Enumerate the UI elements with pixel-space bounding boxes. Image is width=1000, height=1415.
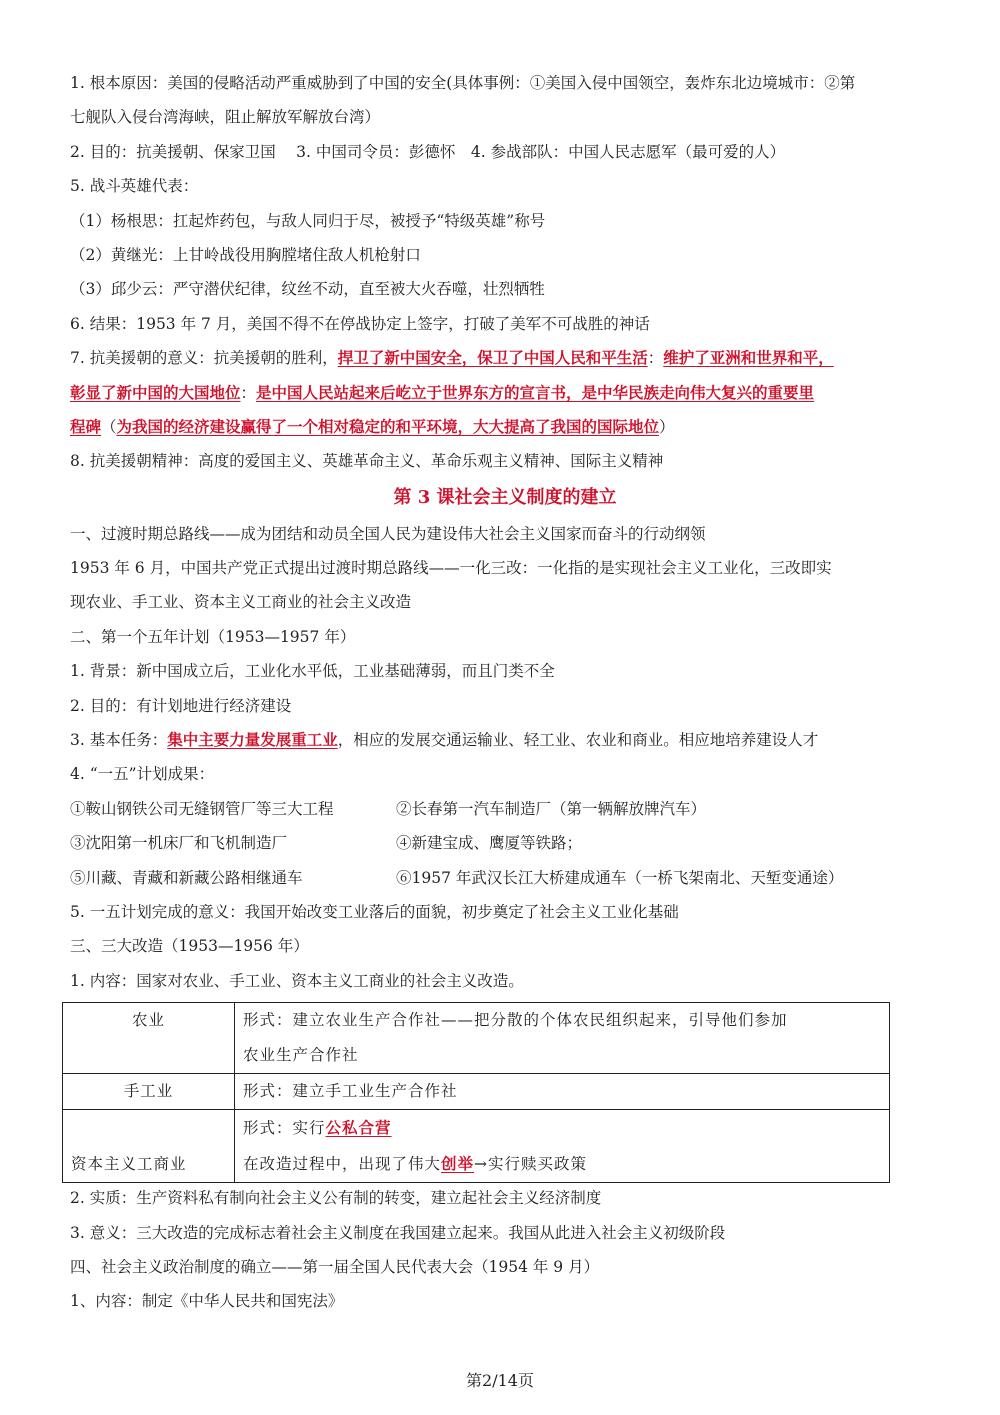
text-segment: 2. 目的：抗美援朝、保家卫国 3. 中国司令员：彭德怀 4. 参战部队：中国人民志愿军（最可爱的人） xyxy=(70,142,786,161)
text-segment: 2. 目的：有计划地进行经济建设 xyxy=(70,696,292,715)
highlighted-text: 程碑 xyxy=(70,416,102,436)
text-column-2: ④新建宝成、鹰厦等铁路； xyxy=(396,834,583,853)
text-segment: 农业生产合作社 xyxy=(243,1046,359,1065)
text-segment: 形式：建立农业生产合作社——把分散的个体农民组织起来，引导他们参加 xyxy=(243,1011,788,1030)
text-segment: （1）杨根思：扛起炸药包，与敌人同归于尽，被授予“特级英雄”称号 xyxy=(70,211,546,230)
text-segment: 3. 基本任务： xyxy=(70,731,168,750)
text-segment: 三、三大改造（1953—1956 年） xyxy=(70,937,309,956)
text-line xyxy=(70,1284,940,1318)
text-line xyxy=(70,792,940,826)
text-line xyxy=(70,585,940,619)
text-segment: 2. 实质：生产资料私有制向社会主义公有制的转变，建立起社会主义经济制度 xyxy=(70,1189,602,1208)
text-segment: ） xyxy=(659,417,675,436)
text-segment: 七舰队入侵台湾海峡，阻止解放军解放台湾） xyxy=(70,108,381,127)
text-line xyxy=(70,1250,940,1284)
cell-line xyxy=(243,1146,881,1182)
text-line xyxy=(70,723,940,757)
text-line xyxy=(70,1181,940,1215)
text-line xyxy=(70,551,940,585)
text-segment: 1. 背景：新中国成立后，工业化水平低，工业基础薄弱，而且门类不全 xyxy=(70,662,555,681)
text-line xyxy=(70,929,940,963)
text-segment: 4. “一五”计划成果： xyxy=(70,765,215,784)
page-number: 第2/14页 xyxy=(466,1371,534,1390)
section-socialist-system xyxy=(70,517,940,998)
row-label: 资本主义工商业 xyxy=(63,1110,235,1183)
text-line xyxy=(70,620,940,654)
text-line xyxy=(70,100,940,134)
section-conclusion xyxy=(70,1181,940,1319)
text-segment: 现农业、手工业、资本主义工商业的社会主义改造 xyxy=(70,593,412,612)
text-segment: 1. 内容：国家对农业、手工业、资本主义工商业的社会主义改造。 xyxy=(70,971,524,990)
row-content xyxy=(235,1003,890,1074)
text-line xyxy=(70,964,940,998)
text-segment: ： xyxy=(647,349,664,368)
text-segment: 5. 战斗英雄代表： xyxy=(70,177,199,196)
text-line xyxy=(70,204,940,238)
text-line xyxy=(70,410,940,444)
text-segment: （2）黄继光：上甘岭战役用胸膛堵住敌人机枪射口 xyxy=(70,245,421,264)
highlighted-text: 公私合营 xyxy=(325,1118,392,1138)
text-segment: 1、内容：制定《中华人民共和国宪法》 xyxy=(70,1292,344,1311)
text-segment: （ xyxy=(101,417,117,436)
row-content xyxy=(235,1110,890,1183)
text-segment: 6. 结果：1953 年 7 月，美国不得不在停战协定上签字，打破了美军不可战胜的神话 xyxy=(70,314,650,333)
text-line xyxy=(70,1216,940,1250)
text-line xyxy=(70,444,940,478)
row-content xyxy=(235,1074,890,1110)
section-kangmei-yuanchao xyxy=(70,66,940,479)
text-segment: 形式：建立手工业生产合作社 xyxy=(243,1082,458,1101)
document-page xyxy=(70,66,940,1319)
text-line xyxy=(70,307,940,341)
text-line xyxy=(70,135,940,169)
text-line xyxy=(70,238,940,272)
text-segment: 形式：实行 xyxy=(243,1119,326,1138)
cell-line xyxy=(243,1110,881,1146)
highlighted-text: 捍卫了新中国安全，保卫了中国人民和平生活 xyxy=(337,348,648,368)
text-line xyxy=(70,376,940,410)
text-segment: 3. 意义：三大改造的完成标志着社会主义制度在我国建立起来。我国从此进入社会主义初级阶段 xyxy=(70,1223,726,1242)
text-segment: ①鞍山钢铁公司无缝钢管厂等三大工程 xyxy=(70,799,334,818)
cell-line xyxy=(243,1003,881,1038)
text-segment: 二、第一个五年计划（1953—1957 年） xyxy=(70,627,356,646)
highlighted-text: 集中主要力量发展重工业 xyxy=(167,730,338,750)
text-line xyxy=(70,895,940,929)
lesson-title: 第 3 课社会主义制度的建立 xyxy=(393,486,617,508)
text-column-2: ②长春第一汽车制造厂（第一辆解放牌汽车） xyxy=(396,799,707,818)
text-segment: 1. 根本原因：美国的侵略活动严重威胁到了中国的安全(具体事例：①美国入侵中国领空，轰炸东北边境城市：②第 xyxy=(70,74,856,92)
text-segment: 在改造过程中，出现了伟大 xyxy=(243,1155,442,1174)
text-segment: ： xyxy=(240,383,257,402)
text-line xyxy=(70,654,940,688)
text-segment: →实行赎买政策 xyxy=(474,1155,588,1174)
text-line xyxy=(70,689,940,723)
text-segment: 四、社会主义政治制度的确立——第一届全国人民代表大会（1954 年 9 月） xyxy=(70,1257,600,1276)
text-segment: ③沈阳第一机床厂和飞机制造厂 xyxy=(70,834,288,853)
text-line xyxy=(70,517,940,551)
cell-line xyxy=(243,1038,881,1073)
text-segment: 5. 一五计划完成的意义：我国开始改变工业落后的面貌，初步奠定了社会主义工业化基础 xyxy=(70,902,679,921)
text-column-2: ⑥1957 年武汉长江大桥建成通车（一桥飞架南北、天堑变通途） xyxy=(396,868,844,887)
text-line xyxy=(70,169,940,203)
text-segment: 1953 年 6 月，中国共产党正式提出过渡时期总路线——一化三改：一化指的是实现社会主义工业化，三改即实 xyxy=(70,559,832,578)
text-segment: ，相应的发展交通运输业、轻工业、农业和商业。相应地培养建设人才 xyxy=(337,731,819,750)
text-line xyxy=(70,66,940,100)
table-row xyxy=(63,1074,890,1110)
text-segment: 一、过渡时期总路线——成为团结和动员全国人民为建设伟大社会主义国家而奋斗的行动纲领 xyxy=(70,524,706,543)
table-row xyxy=(63,1110,890,1183)
highlighted-text: 维护了亚洲和世界和平， xyxy=(663,348,834,368)
text-line xyxy=(70,826,940,860)
text-segment: （3）邱少云：严守潜伏纪律，纹丝不动，直至被大火吞噬，壮烈牺牲 xyxy=(70,280,545,299)
row-label: 农业 xyxy=(63,1003,235,1074)
text-line xyxy=(70,757,940,791)
text-segment: 8. 抗美援朝精神：高度的爱国主义、英雄革命主义、革命乐观主义精神、国际主义精神 xyxy=(70,452,664,471)
text-segment: ⑤川藏、青藏和新藏公路相继通车 xyxy=(70,868,303,887)
highlighted-text: 创举 xyxy=(441,1154,475,1174)
highlighted-text: 是中国人民站起来后屹立于世界东方的宣言书，是中华民族走向伟大复兴的重要里 xyxy=(256,382,815,402)
highlighted-text: 彰显了新中国的大国地位 xyxy=(70,382,241,402)
text-line xyxy=(70,861,940,895)
highlighted-text: 为我国的经济建设赢得了一个相对稳定的和平环境，大大提高了我国的国际地位 xyxy=(116,416,660,436)
text-segment: 7. 抗美援朝的意义：抗美援朝的胜利， xyxy=(70,349,338,368)
three-transformations-table xyxy=(62,1002,890,1183)
cell-line xyxy=(243,1074,881,1109)
text-line xyxy=(70,272,940,306)
row-label: 手工业 xyxy=(63,1074,235,1110)
text-line xyxy=(70,341,940,375)
table-row xyxy=(63,1003,890,1074)
